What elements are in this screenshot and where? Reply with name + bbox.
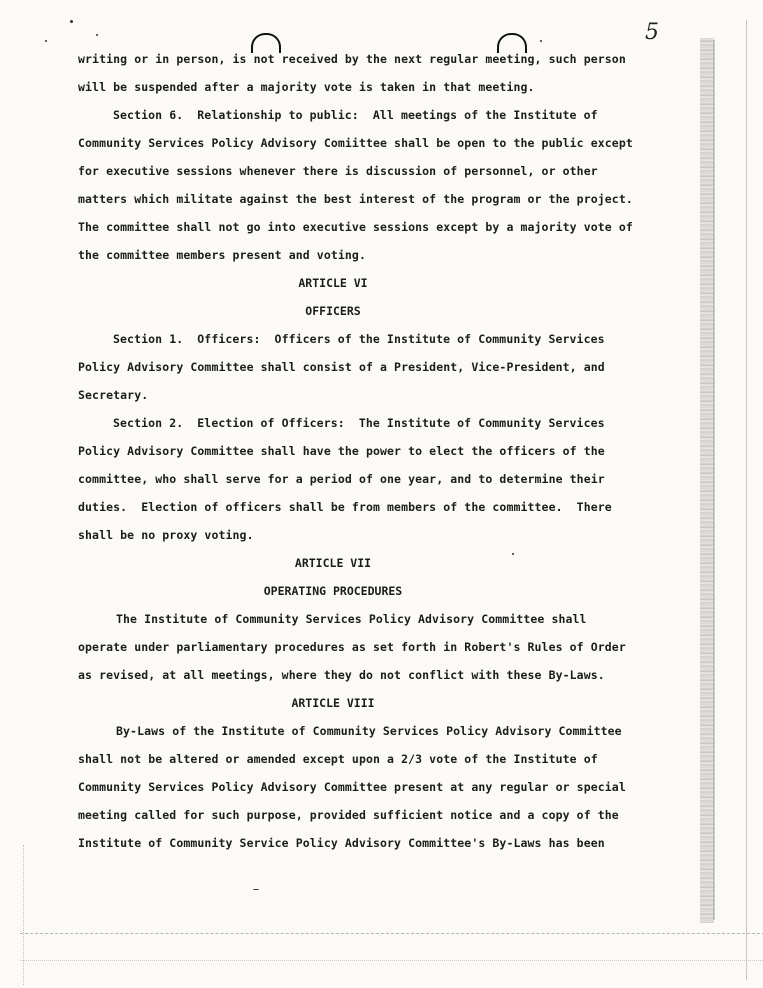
- scan-edge-strip: [700, 38, 714, 923]
- right-margin-rule: [746, 20, 747, 980]
- article-subheading: OPERATING PROCEDURES: [263, 584, 403, 598]
- body-line: Section 1. Officers: Officers of the Institute of Community Services: [113, 332, 605, 346]
- body-line: committee, who shall serve for a period of one year, and to determine their: [78, 472, 605, 486]
- body-line: The Institute of Community Services Policy Advisory Committee shall: [116, 612, 587, 626]
- body-line: Community Services Policy Advisory Comiittee shall be open to the public except: [78, 136, 633, 150]
- body-line: Institute of Community Service Policy Advisory Committee's By-Laws has been: [78, 836, 605, 850]
- bottom-scan-edge: [20, 960, 763, 962]
- bottom-page-edge: [20, 933, 763, 935]
- body-line: operate under parliamentary procedures as set forth in Robert's Rules of Order: [78, 640, 626, 654]
- scan-speck: [70, 20, 73, 23]
- body-line: for executive sessions whenever there is discussion of personnel, or other: [78, 164, 598, 178]
- body-line: as revised, at all meetings, where they do not conflict with these By-Laws.: [78, 668, 605, 682]
- body-line: The committee shall not go into executive sessions except by a majority vote of: [78, 220, 633, 234]
- body-line: matters which militate against the best interest of the program or the project.: [78, 192, 633, 206]
- body-line: Section 6. Relationship to public: All meetings of the Institute of: [113, 108, 598, 122]
- scan-speck: [253, 889, 259, 890]
- body-line: Secretary.: [78, 388, 149, 402]
- scan-edge-line: [713, 40, 715, 920]
- scan-speck: [45, 40, 47, 42]
- article-heading: ARTICLE VII: [294, 556, 372, 570]
- article-heading: ARTICLE VI: [298, 276, 368, 290]
- article-heading: ARTICLE VIII: [291, 696, 375, 710]
- body-line: Policy Advisory Committee shall consist of a President, Vice-President, and: [78, 360, 605, 374]
- body-line: Community Services Policy Advisory Committee present at any regular or special: [78, 780, 626, 794]
- body-line: shall be no proxy voting.: [78, 528, 254, 542]
- body-line: shall not be altered or amended except upon a 2/3 vote of the Institute of: [78, 752, 598, 766]
- scan-speck: [96, 34, 98, 36]
- scan-speck: [512, 553, 514, 555]
- body-line: Section 2. Election of Officers: The Institute of Community Services: [113, 416, 605, 430]
- body-line: meeting called for such purpose, provided sufficient notice and a copy of the: [78, 808, 619, 822]
- body-line: duties. Election of officers shall be from members of the committee. There: [78, 500, 612, 514]
- punch-hole-right: [497, 33, 527, 53]
- body-line: writing or in person, is not received by the next regular meeting, such person: [78, 52, 626, 66]
- body-line: Policy Advisory Committee shall have the power to elect the officers of the: [78, 444, 605, 458]
- body-line: By-Laws of the Institute of Community Services Policy Advisory Committee: [116, 724, 622, 738]
- body-line: will be suspended after a majority vote is taken in that meeting.: [78, 80, 535, 94]
- scan-speck: [540, 40, 542, 42]
- body-line: the committee members present and voting.: [78, 248, 366, 262]
- left-scan-edge: [23, 845, 25, 985]
- article-subheading: OFFICERS: [305, 304, 361, 318]
- punch-hole-left: [251, 33, 281, 53]
- handwritten-page-number: 5: [645, 20, 659, 45]
